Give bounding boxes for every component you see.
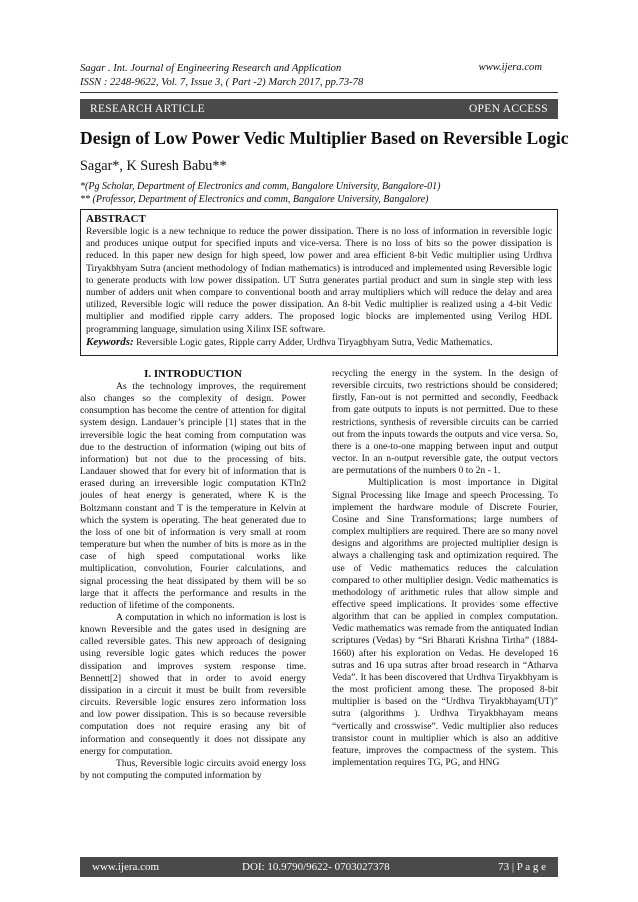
- paper-title: Design of Low Power Vedic Multiplier Based on Reversible Logic: [80, 128, 569, 148]
- footer-doi: DOI: 10.9790/9622- 0703027378: [242, 861, 390, 873]
- journal-name: Sagar . Int. Journal of Engineering Research and Application: [80, 63, 342, 74]
- paragraph: Multiplication is most importance in Digital Signal Processing like Image and speech Processing. To implement the hardware module of Discrete Fourier, Cosine and Sine Transformations; large numbers of complex multipliers are required. There are so many novel designs and algorithms are projected multiplier design is always a challenging task and optimization required. The use of Vedic mathematics reduces the calculation compared to other multiplier design. Vedic mathematics is methodology of arithmetic rules that allow simple and effective speed implications. It provides some effective algorithm that can be applied in complex computation. Vedic mathematics was remade from the antiquated Indian scriptures (Vedas) by “Sri Bharati Krishna Tirtha” (1884-1660) after his exploration on Vedas. He developed 16 sutras and 16 upa sutras after broad research in “Atharva Veda”. It has been discovered that Urdhva Tiryakbhyam is the most proficient among these. The proposed 8-bit multiplier is based on the “Urdhva Tiryakbhayam(UT)” sutra (algorithms ). Urdhva Tiryakbhayam means “vertically and crosswise”. Vedic multiplier also reduces transistor count in multiplier which is also an additive feature, improves the compactness of the system. This implementation requires TG, PG, and HNG: [332, 477, 558, 768]
- left-column: [80, 368, 306, 782]
- paragraph: As the technology improves, the requirement also changes so the complexity of design. Power consumption has become the centre of attention for digital system design. Landauer’s principle [1] states that in the irreversible logic the heat coming from computation was due to the destruction of information (wiping out bits of information) but not due to the processing of bits. Landauer showed that for every bit of information that is erased during an irreversible logic computation KTln2 joules of heat energy is generated, where K is the Boltzmann constant and T is the temperature in Kelvin at which the system is operating. The heat generated due to the loss of one bit of information is very small at room temperature but when the number of bits is more as in the case of high speed computational works like multiplication, convolution, Fourier calculations, and signal processing the heat dissipated by them will be so large that it affects the performance and results in the reduction of lifetime of the components.: [80, 381, 306, 611]
- right-column: [332, 368, 558, 769]
- page-footer: [80, 857, 558, 877]
- journal-website[interactable]: www.ijera.com: [478, 62, 542, 73]
- abstract-heading: ABSTRACT: [86, 213, 146, 225]
- journal-citation: [80, 62, 363, 90]
- research-article-label: RESEARCH ARTICLE: [90, 103, 205, 115]
- open-access-label: OPEN ACCESS: [468, 103, 548, 115]
- article-type-band: [80, 99, 558, 119]
- journal-issn: ISSN : 2248-9622, Vol. 7, Issue 3, ( Part -2) March 2017, pp.73-78: [80, 76, 364, 88]
- section-heading-introduction: I. INTRODUCTION: [144, 368, 242, 380]
- affiliation-1: *(Pg Scholar, Department of Electronics and comm, Bangalore University, Bangalore-01): [80, 181, 441, 192]
- header-rule: [80, 92, 558, 93]
- affiliation-2: ** (Professor, Department of Electronics and comm, Bangalore University, Bangalore): [80, 194, 429, 205]
- keywords-list: Reversible Logic gates, Ripple carry Adder, Urdhva Tiryagbhyam Sutra, Vedic Mathematics.: [133, 336, 493, 348]
- abstract-box: [80, 209, 558, 356]
- abstract-text: [86, 226, 552, 349]
- paper-authors: Sagar*, K Suresh Babu**: [80, 158, 227, 174]
- keywords-label: Keywords:: [86, 335, 134, 348]
- footer-page-number: 73 | P a g e: [498, 861, 546, 873]
- paragraph: recycling the energy in the system. In the design of reversible circuits, two restrictions should be considered; firstly, Fan-out is not permitted and secondly, Feedback from gate outputs to inputs is not permitted. Due to these restrictions, synthesis of reversible circuits can be carried out from the inputs towards the outputs and vice versa. So, there is a one-to-one mapping between input and output vector. In an n-output reversible gate, the output vectors are permutations of the numbers 0 to 2n - 1.: [332, 368, 558, 477]
- paragraph: Thus, Reversible logic circuits avoid energy loss by not computing the computed information by: [80, 757, 306, 781]
- footer-website[interactable]: www.ijera.com: [92, 861, 160, 873]
- abstract-body: Reversible logic is a new technique to reduce the power dissipation. There is no loss of information in reversible logic and produces unique output for specified inputs and vice-versa. There is no loss of bits so the power dissipation is reduced. In this paper new design for high speed, low power and area efficient 8-bit Vedic multiplier using Urdhva Tiryakbhyam Sutra (ancient methodology of Indian mathematics) is introduced and implemented using Reversible logic to generate products with low power dissipation. UT Sutra generates partial product and sum in single step with less number of adders unit when compare to conventional booth and array multipliers which will reduce the delay and area utilized, Reversible logic will reduce the power dissipation. An 8-bit Vedic multiplier is realized using a 4-bit Vedic multiplier and modified ripple carry adders. The proposed logic blocks are implemented using Verilog HDL programming language, simulation using Xilinx ISE software.: [86, 226, 552, 335]
- paragraph: A computation in which no information is lost is known Reversible and the gates used in designing are called reversible gates. This new approach of designing using reversible logic gates which reduces the power dissipation and improves system response time. Bennett[2] showed that in order to avoid energy dissipation in a circuit it must be built from reversible circuits. Reversible logic ensures zero information loss and low power dissipation. This is so because reversible computation does not require erasing any bit of information and consequently it does not dissipate any energy for computation.: [80, 611, 306, 757]
